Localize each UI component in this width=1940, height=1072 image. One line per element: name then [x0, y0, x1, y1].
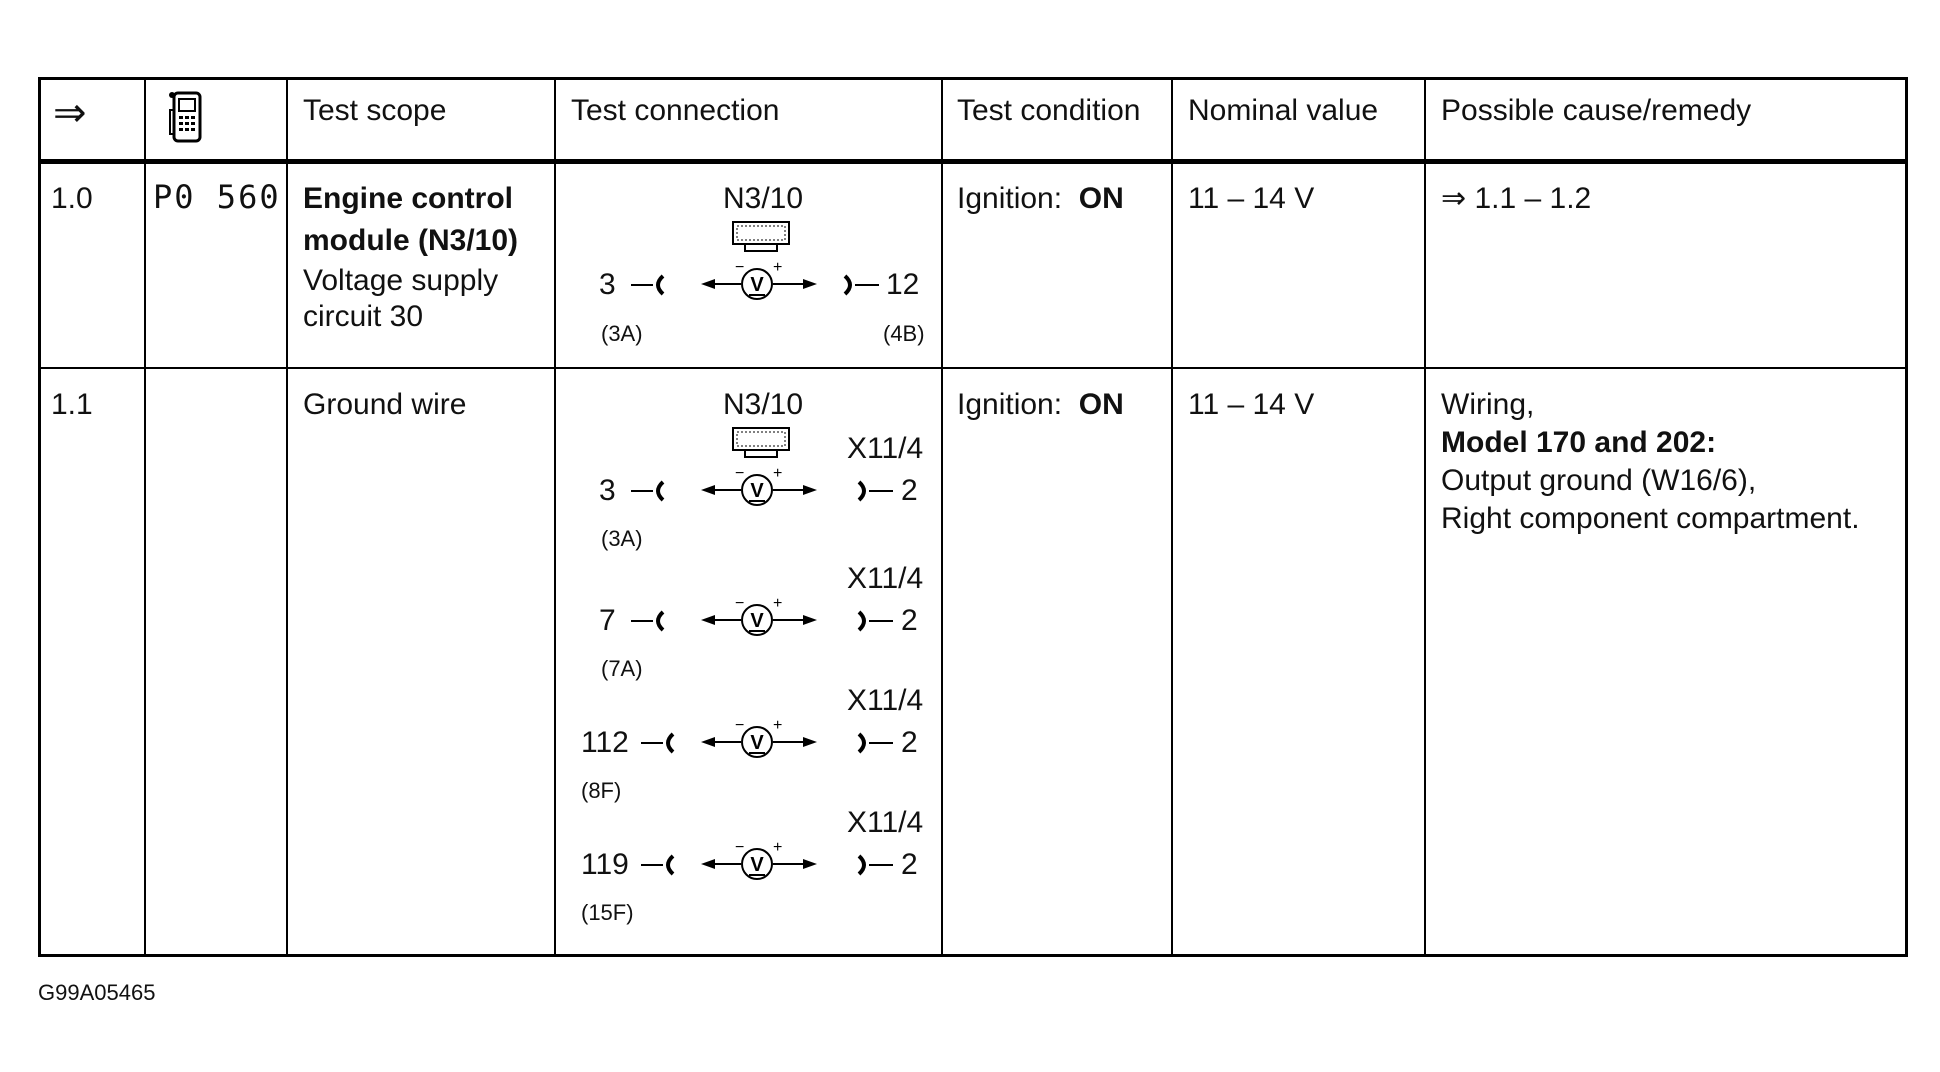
col-divider: [554, 80, 556, 954]
svg-text:−: −: [735, 840, 745, 856]
step-number: 1.0: [51, 182, 93, 215]
left-plug-icon: [631, 606, 671, 646]
svg-text:V: V: [750, 610, 764, 632]
col-divider: [1424, 80, 1426, 954]
scope-title: Ground wire: [303, 388, 467, 421]
header-test-condition: Test condition: [957, 94, 1141, 127]
right-plug-icon: [855, 728, 895, 768]
remedy-line-4: Right component compartment.: [1441, 502, 1860, 535]
right-connector-label: X11/4: [847, 806, 924, 839]
condition-text: Ignition:: [957, 388, 1063, 421]
component-label: N3/10: [723, 388, 804, 421]
left-pin: 3: [599, 474, 616, 507]
left-pin: 119: [581, 848, 629, 881]
voltmeter-icon: [701, 718, 821, 774]
left-pin-sub: (3A): [601, 526, 643, 551]
right-connector-label: X11/4: [847, 432, 924, 465]
header-divider: [41, 159, 1905, 164]
nominal-value: 11 – 14 V: [1188, 182, 1315, 215]
svg-text:+: +: [773, 596, 783, 612]
remedy-line-3: Output ground (W16/6),: [1441, 464, 1757, 497]
right-plug-icon: [855, 850, 895, 890]
condition-text: Ignition:: [957, 182, 1063, 215]
row-divider: [41, 367, 1905, 369]
right-pin: 2: [901, 848, 918, 881]
condition-value: ON: [1078, 182, 1124, 215]
left-plug-icon: [641, 728, 681, 768]
remedy-line-2: Model 170 and 202:: [1441, 426, 1717, 459]
left-pin-sub: (3A): [601, 321, 643, 346]
scope-title-2: module (N3/10): [303, 224, 519, 257]
component-label: N3/10: [723, 182, 804, 215]
remedy-text: ⇒ 1.1 – 1.2: [1441, 182, 1592, 215]
svg-text:V: V: [750, 732, 764, 754]
voltmeter-icon: [701, 840, 821, 896]
svg-text:+: +: [773, 466, 783, 482]
scope-title-1: Engine control: [303, 182, 513, 215]
left-plug-icon: [641, 850, 681, 890]
nominal-value: 11 – 14 V: [1188, 388, 1315, 421]
svg-text:V: V: [750, 274, 764, 296]
test-table: [38, 77, 1908, 957]
svg-text:−: −: [735, 718, 745, 734]
svg-text:−: −: [735, 260, 745, 276]
col-divider: [1171, 80, 1173, 954]
col-divider: [144, 80, 146, 954]
left-pin-sub: (8F): [581, 778, 622, 803]
left-pin: 112: [581, 726, 629, 759]
header-possible-cause: Possible cause/remedy: [1441, 94, 1752, 127]
condition-label: [957, 386, 1124, 424]
voltmeter-icon: [701, 260, 821, 316]
condition-label: [957, 180, 1124, 218]
scope-line-3: Voltage supply: [303, 264, 499, 297]
svg-text:V: V: [750, 854, 764, 876]
connector-icon: [731, 220, 791, 264]
header-nominal-value: Nominal value: [1188, 94, 1379, 127]
header-test-connection: Test connection: [571, 94, 780, 127]
right-connector-label: X11/4: [847, 562, 924, 595]
fault-code: P0 560: [153, 178, 281, 216]
left-pin-sub: (7A): [601, 656, 643, 681]
right-pin: 2: [901, 604, 918, 637]
col-divider: [941, 80, 943, 954]
voltmeter-icon: [701, 466, 821, 522]
remedy-line-1: Wiring,: [1441, 388, 1535, 421]
svg-text:V: V: [750, 480, 764, 502]
left-pin: 3: [599, 268, 616, 301]
col-divider: [286, 80, 288, 954]
right-plug-icon: [855, 476, 895, 516]
svg-text:+: +: [773, 718, 783, 734]
left-plug-icon: [631, 270, 671, 310]
right-pin: 2: [901, 726, 918, 759]
svg-text:+: +: [773, 840, 783, 856]
right-pin-sub: (4B): [883, 321, 925, 346]
scope-line-4: circuit 30: [303, 300, 424, 333]
header-test-scope: Test scope: [303, 94, 447, 127]
right-pin: 12: [886, 268, 920, 301]
svg-text:−: −: [735, 596, 745, 612]
right-pin: 2: [901, 474, 918, 507]
condition-value: ON: [1078, 388, 1124, 421]
svg-text:+: +: [773, 260, 783, 276]
right-connector-label: X11/4: [847, 684, 924, 717]
left-pin-sub: (15F): [581, 900, 634, 925]
diagnostic-tester-icon: [166, 90, 206, 156]
svg-text:−: −: [735, 466, 745, 482]
right-plug-icon: [841, 270, 881, 310]
right-plug-icon: [855, 606, 895, 646]
figure-code: G99A05465: [38, 980, 156, 1005]
left-pin: 7: [599, 604, 616, 637]
header-arrow: ⇒: [53, 91, 87, 135]
voltmeter-icon: [701, 596, 821, 652]
left-plug-icon: [631, 476, 671, 516]
connector-icon: [731, 426, 791, 470]
step-number: 1.1: [51, 388, 93, 421]
